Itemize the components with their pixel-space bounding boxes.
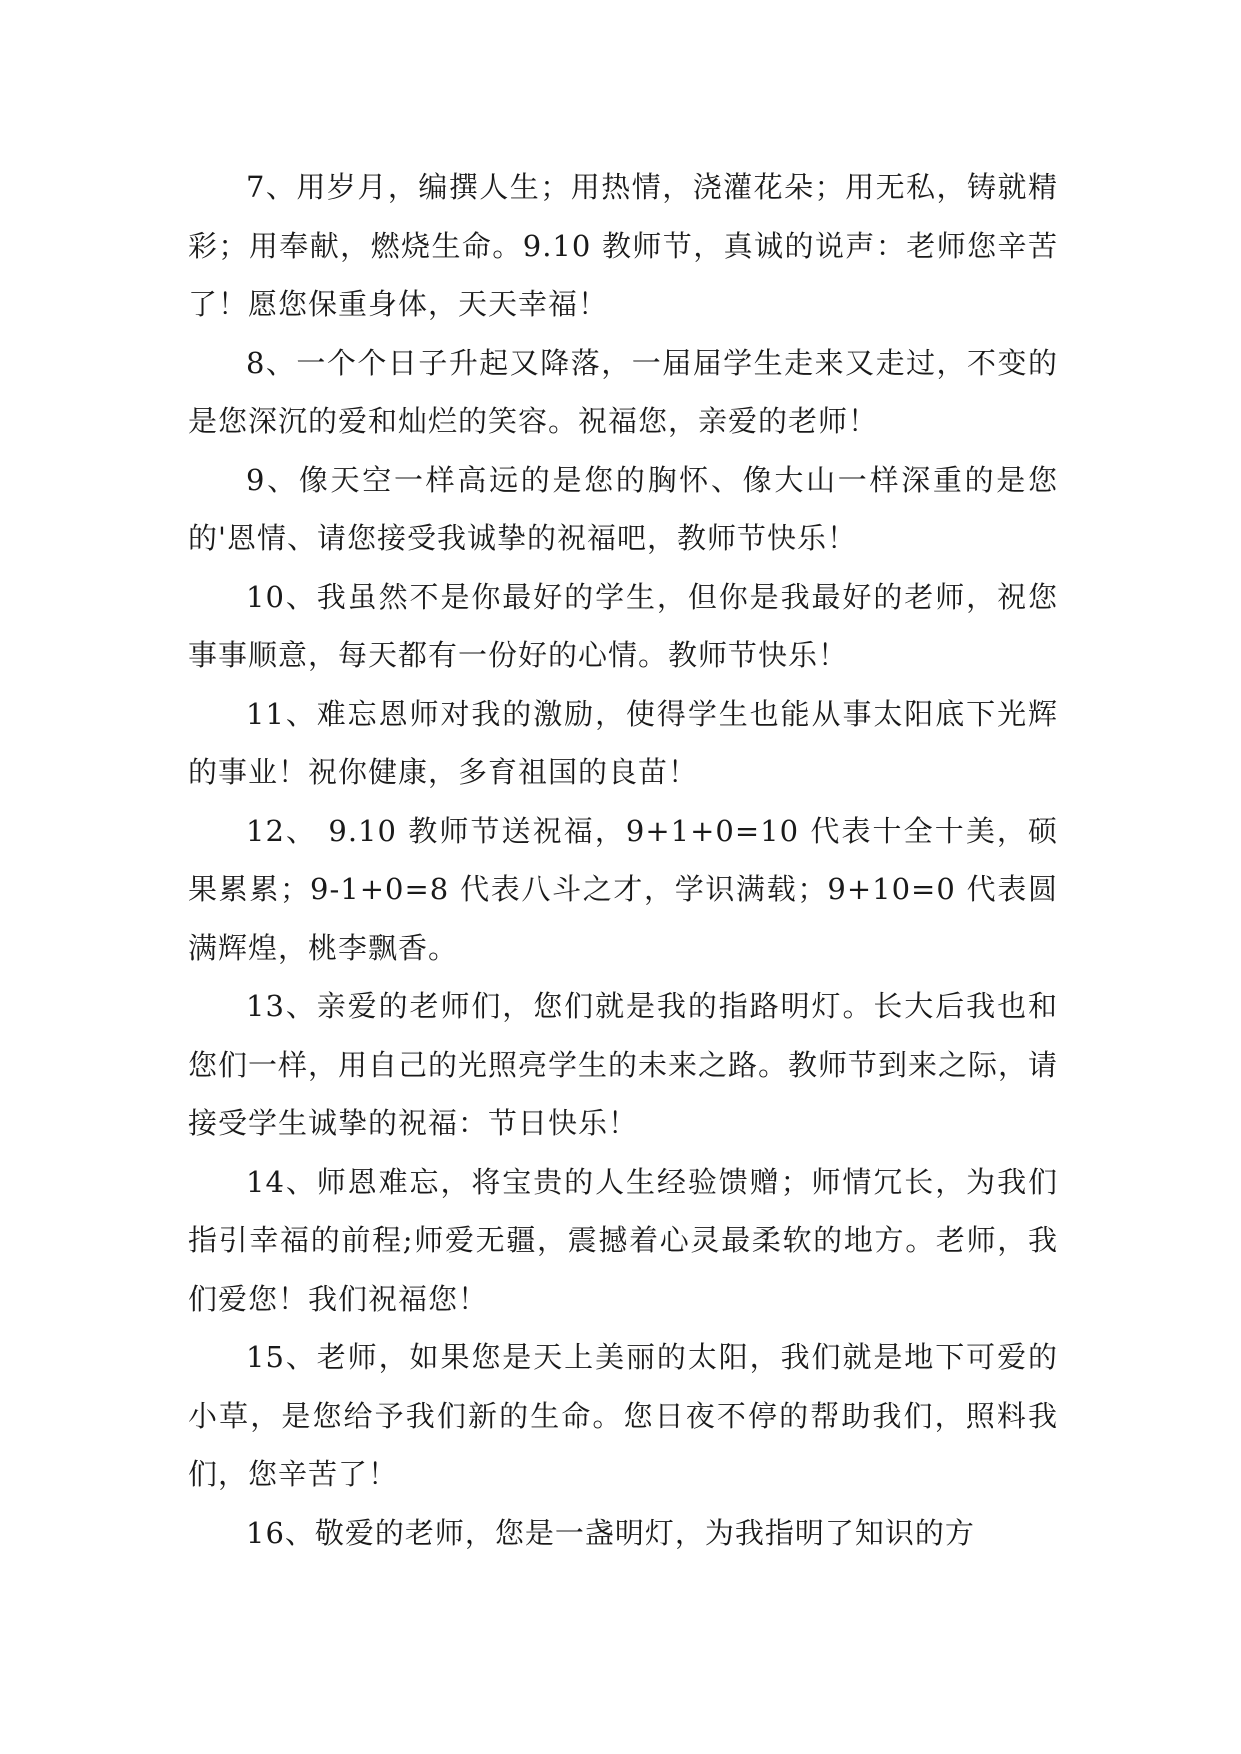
paragraph-14: 14、师恩难忘，将宝贵的人生经验馈赠；师情冗长，为我们指引幸福的前程;师爱无疆，震撼着心灵最柔软的地方。老师，我们爱您！我们祝福您！ [188, 1164, 1058, 1316]
paragraph-16: 16、敬爱的老师，您是一盏明灯，为我指明了知识的方 [246, 1515, 975, 1550]
paragraph-9: 9、像天空一样高远的是您的胸怀、像大山一样深重的是您的'恩情、请您接受我诚挚的祝福吧，教师节快乐！ [188, 462, 1058, 555]
paragraph-8: 8、一个个日子升起又降落，一届届学生走来又走过，不变的是您深沉的爱和灿烂的笑容。祝福您，亲爱的老师！ [188, 345, 1058, 438]
paragraph-11: 11、难忘恩师对我的激励，使得学生也能从事太阳底下光辉的事业！祝你健康，多育祖国的良苗！ [188, 696, 1058, 789]
paragraph-13: 13、亲爱的老师们，您们就是我的指路明灯。长大后我也和您们一样，用自己的光照亮学生的未来之路。教师节到来之际，请接受学生诚挚的祝福：节日快乐！ [188, 989, 1059, 1140]
paragraph-12: 12、 9.10 教师节送祝福，9+1+0=10 代表十全十美，硕果累累；9-1+0=8 代表八斗之才，学识满载；9+10=0 代表圆满辉煌，桃李飘香。 [188, 813, 1058, 965]
paragraph-7: 7、用岁月，编撰人生；用热情，浇灌花朵；用无私，铸就精彩；用奉献，燃烧生命。9.10 教师节，真诚的说声：老师您辛苦了！愿您保重身体，天天幸福！ [188, 170, 1058, 321]
paragraph-15: 15、老师，如果您是天上美丽的太阳，我们就是地下可爱的小草，是您给予我们新的生命。您日夜不停的帮助我们，照料我们，您辛苦了！ [188, 1340, 1058, 1491]
paragraph-10: 10、我虽然不是你最好的学生，但你是我最好的老师，祝您事事顺意，每天都有一份好的心情。教师节快乐！ [188, 579, 1058, 672]
document-body [188, 158, 1058, 1562]
